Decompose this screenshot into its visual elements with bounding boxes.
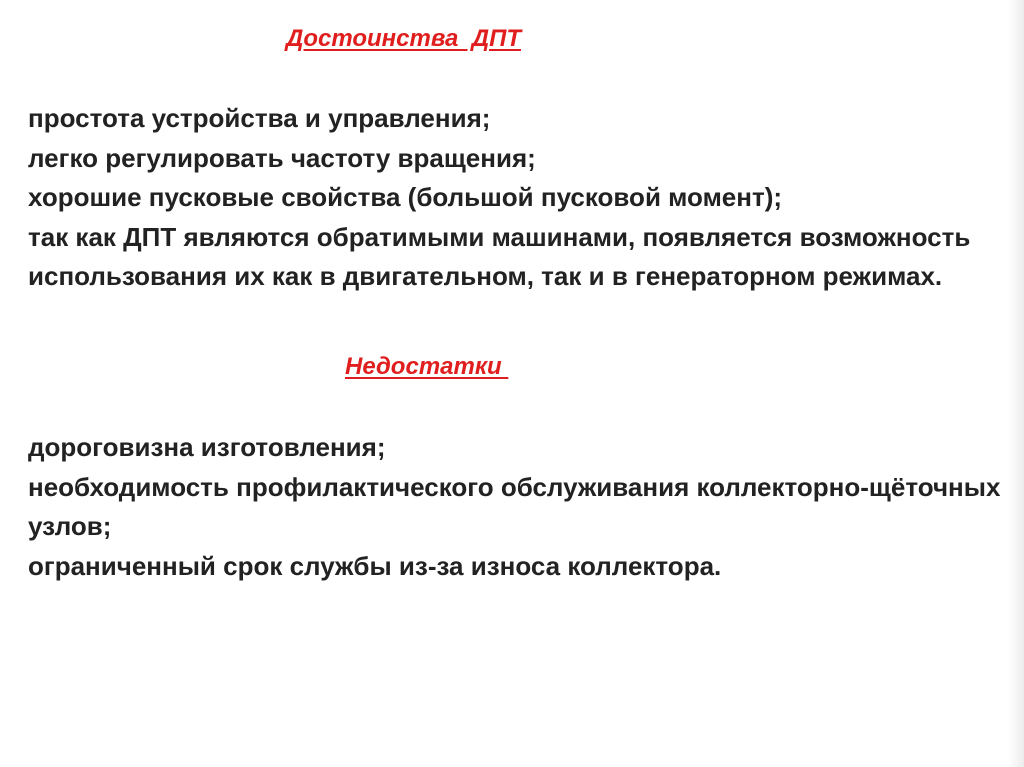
advantage-item-speed-control: легко регулировать частоту вращения; (28, 142, 536, 173)
disadvantage-item-brush-maintenance: необходимость профилактического обслуживания коллекторно-щёточных узлов; (28, 471, 1001, 541)
advantage-item-simplicity: простота устройства и управления; (28, 103, 491, 133)
advantage-item-reversibility: так как ДПТ являются обратимыми машинами, появляется возможность использования их как в двигательном, так и в генераторном режимах. (28, 221, 971, 291)
advantage-item-starting-properties: хорошие пусковые свойства (большой пусковой момент); (28, 182, 783, 212)
disadvantage-item-cost: дороговизна изготовления; (28, 432, 386, 462)
disadvantages-heading: Недостатки (345, 353, 509, 380)
advantages-list (28, 99, 1018, 297)
disadvantages-list (28, 428, 1018, 586)
disadvantage-item-service-life: ограниченный срок службы из-за износа коллектора. (28, 550, 722, 581)
advantages-heading: Достоинства ДПТ (286, 25, 521, 52)
